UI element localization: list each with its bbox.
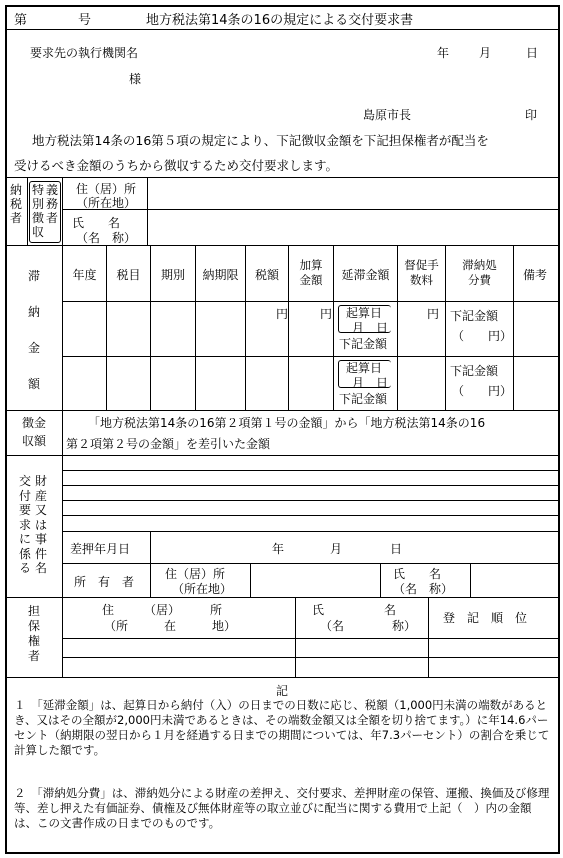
note-2: ２ 「滞納処分費」は、滞納処分による財産の差押え、交付要求、差押財産の保管、運搬、換価及び修理等、差し押えた有価証券、債権及び無体財産等の取立並びに配当に関する費用で上記（ ）内の金額は、この文書作成の日までのものです。 (14, 786, 550, 830)
taxpayer-name-label: 氏 名 (72, 216, 121, 230)
owner-label: 所 有 者 (74, 575, 135, 589)
col-disposition-cost: 滞納処分費 (462, 258, 497, 287)
notes-heading: 記 (276, 684, 289, 698)
addressee-honorific: 様 (129, 72, 142, 86)
number-label-left: 第 (14, 13, 28, 28)
collection-text-line-2: 第２項第２号の金額」を差引いた金額 (66, 437, 271, 451)
col-remarks: 備考 (522, 268, 547, 282)
secured-label: 担 保 権 者 (27, 604, 40, 663)
kisan-date-label-2: 起算日 (346, 361, 383, 375)
intro-line-1: 地方税法第14条の16第５項の規定により、下記徴収金額を下記担保権者が配当を (32, 133, 489, 148)
special-collector-label-a: 特 別 徴 収 (31, 183, 44, 239)
secured-bottom-line (5, 677, 558, 678)
collection-text-line-1: 「地方税法第14条の16第２項第１号の金額」から「地方税法第14条の16 (88, 416, 486, 430)
tax-amount-yen: 円 (276, 307, 289, 321)
intro-line-2: 受けるべき金額のうちから徴収するため交付要求します。 (14, 158, 339, 173)
secured-name-label: 氏 名 (312, 603, 397, 617)
collection-label: 徴金収額 (21, 416, 46, 448)
property-label-a: 交 付 要 求 に 係 る (18, 474, 31, 575)
special-collector-label-b: 義 務 者 (45, 183, 58, 225)
owner-address-sub: （所在地） (172, 582, 233, 596)
seizure-month: 月 (330, 542, 343, 556)
date-year: 年 (437, 46, 450, 60)
col-reminder-fee: 督促手数料 (404, 258, 439, 287)
property-bottom-line (5, 597, 558, 598)
secured-address-sub: （所 在 地） (104, 619, 237, 633)
arrears-label: 滞 納 金 額 (27, 269, 40, 391)
date-day: 日 (526, 46, 539, 60)
taxpayer-address-sub: （所在地） (76, 196, 137, 210)
kisan-amount-1: 下記金額 (339, 337, 388, 351)
issuer-name: 島原市長 (363, 108, 412, 122)
owner-name-label: 氏 名 (393, 567, 442, 581)
owner-name-sub: （名 称） (393, 582, 454, 596)
col-additional-amount: 加算金額 (299, 258, 323, 287)
collection-bottom-line (5, 455, 558, 456)
secured-address-label: 住 （居） 所 (102, 603, 223, 617)
seizure-day: 日 (390, 542, 403, 556)
seizure-year: 年 (272, 542, 285, 556)
shobun-amount-1: 下記金額 (450, 309, 499, 323)
shobun-paren-2: （ 円） (452, 384, 513, 398)
property-label-b: 財 産 又 は 事 件 名 (34, 474, 47, 575)
col-delinquency-amount: 延滞金額 (341, 268, 390, 282)
col-due-date: 納期限 (202, 268, 239, 282)
col-tax-amount: 税額 (254, 268, 279, 282)
registration-order-label: 登 記 順 位 (443, 611, 528, 625)
number-label-right: 号 (78, 13, 92, 28)
note-1: １ 「延滞金額」は、起算日から納付（入）の日までの日数に応じ、税額（1,000円未満の端数があるとき、又はその全額が2,000円未満であるときは、その端数金額又は全額を切り捨てます。）に年14.6パーセント（納期限の翌日から１月を経過する日までの期間については、年7.3パーセント）の割合を乗じて計算した額です。 (14, 698, 550, 757)
kisan-month-day-2: 月 日 (352, 376, 389, 390)
shobun-amount-2: 下記金額 (450, 364, 499, 378)
taxpayer-top-line (5, 177, 558, 178)
col-period: 期別 (160, 268, 185, 282)
document-title: 地方税法第14条の16の規定による交付要求書 (146, 13, 414, 28)
taxpayer-address-label: 住（居）所 (76, 182, 137, 196)
arrears-bottom-line (5, 410, 558, 411)
kisan-month-day-1: 月 日 (352, 321, 389, 335)
secured-name-sub: （名 称） (320, 619, 417, 633)
addressee-label: 要求先の執行機関名 (30, 46, 139, 60)
col-fiscal-year: 年度 (72, 268, 97, 282)
additional-amount-yen: 円 (320, 307, 333, 321)
reminder-fee-yen: 円 (427, 307, 440, 321)
seal-mark: 印 (525, 108, 538, 122)
owner-address-label: 住（居）所 (165, 567, 226, 581)
col-tax-item: 税目 (116, 268, 141, 282)
kisan-date-label-1: 起算日 (346, 306, 383, 320)
shobun-paren-1: （ 円） (452, 329, 513, 343)
header-divider (5, 29, 558, 30)
seizure-date-label: 差押年月日 (70, 542, 131, 556)
date-month: 月 (479, 46, 492, 60)
kisan-amount-2: 下記金額 (339, 392, 388, 406)
taxpayer-name-sub: （名 称） (76, 231, 137, 245)
taxpayer-label: 納 税 者 (9, 183, 22, 225)
